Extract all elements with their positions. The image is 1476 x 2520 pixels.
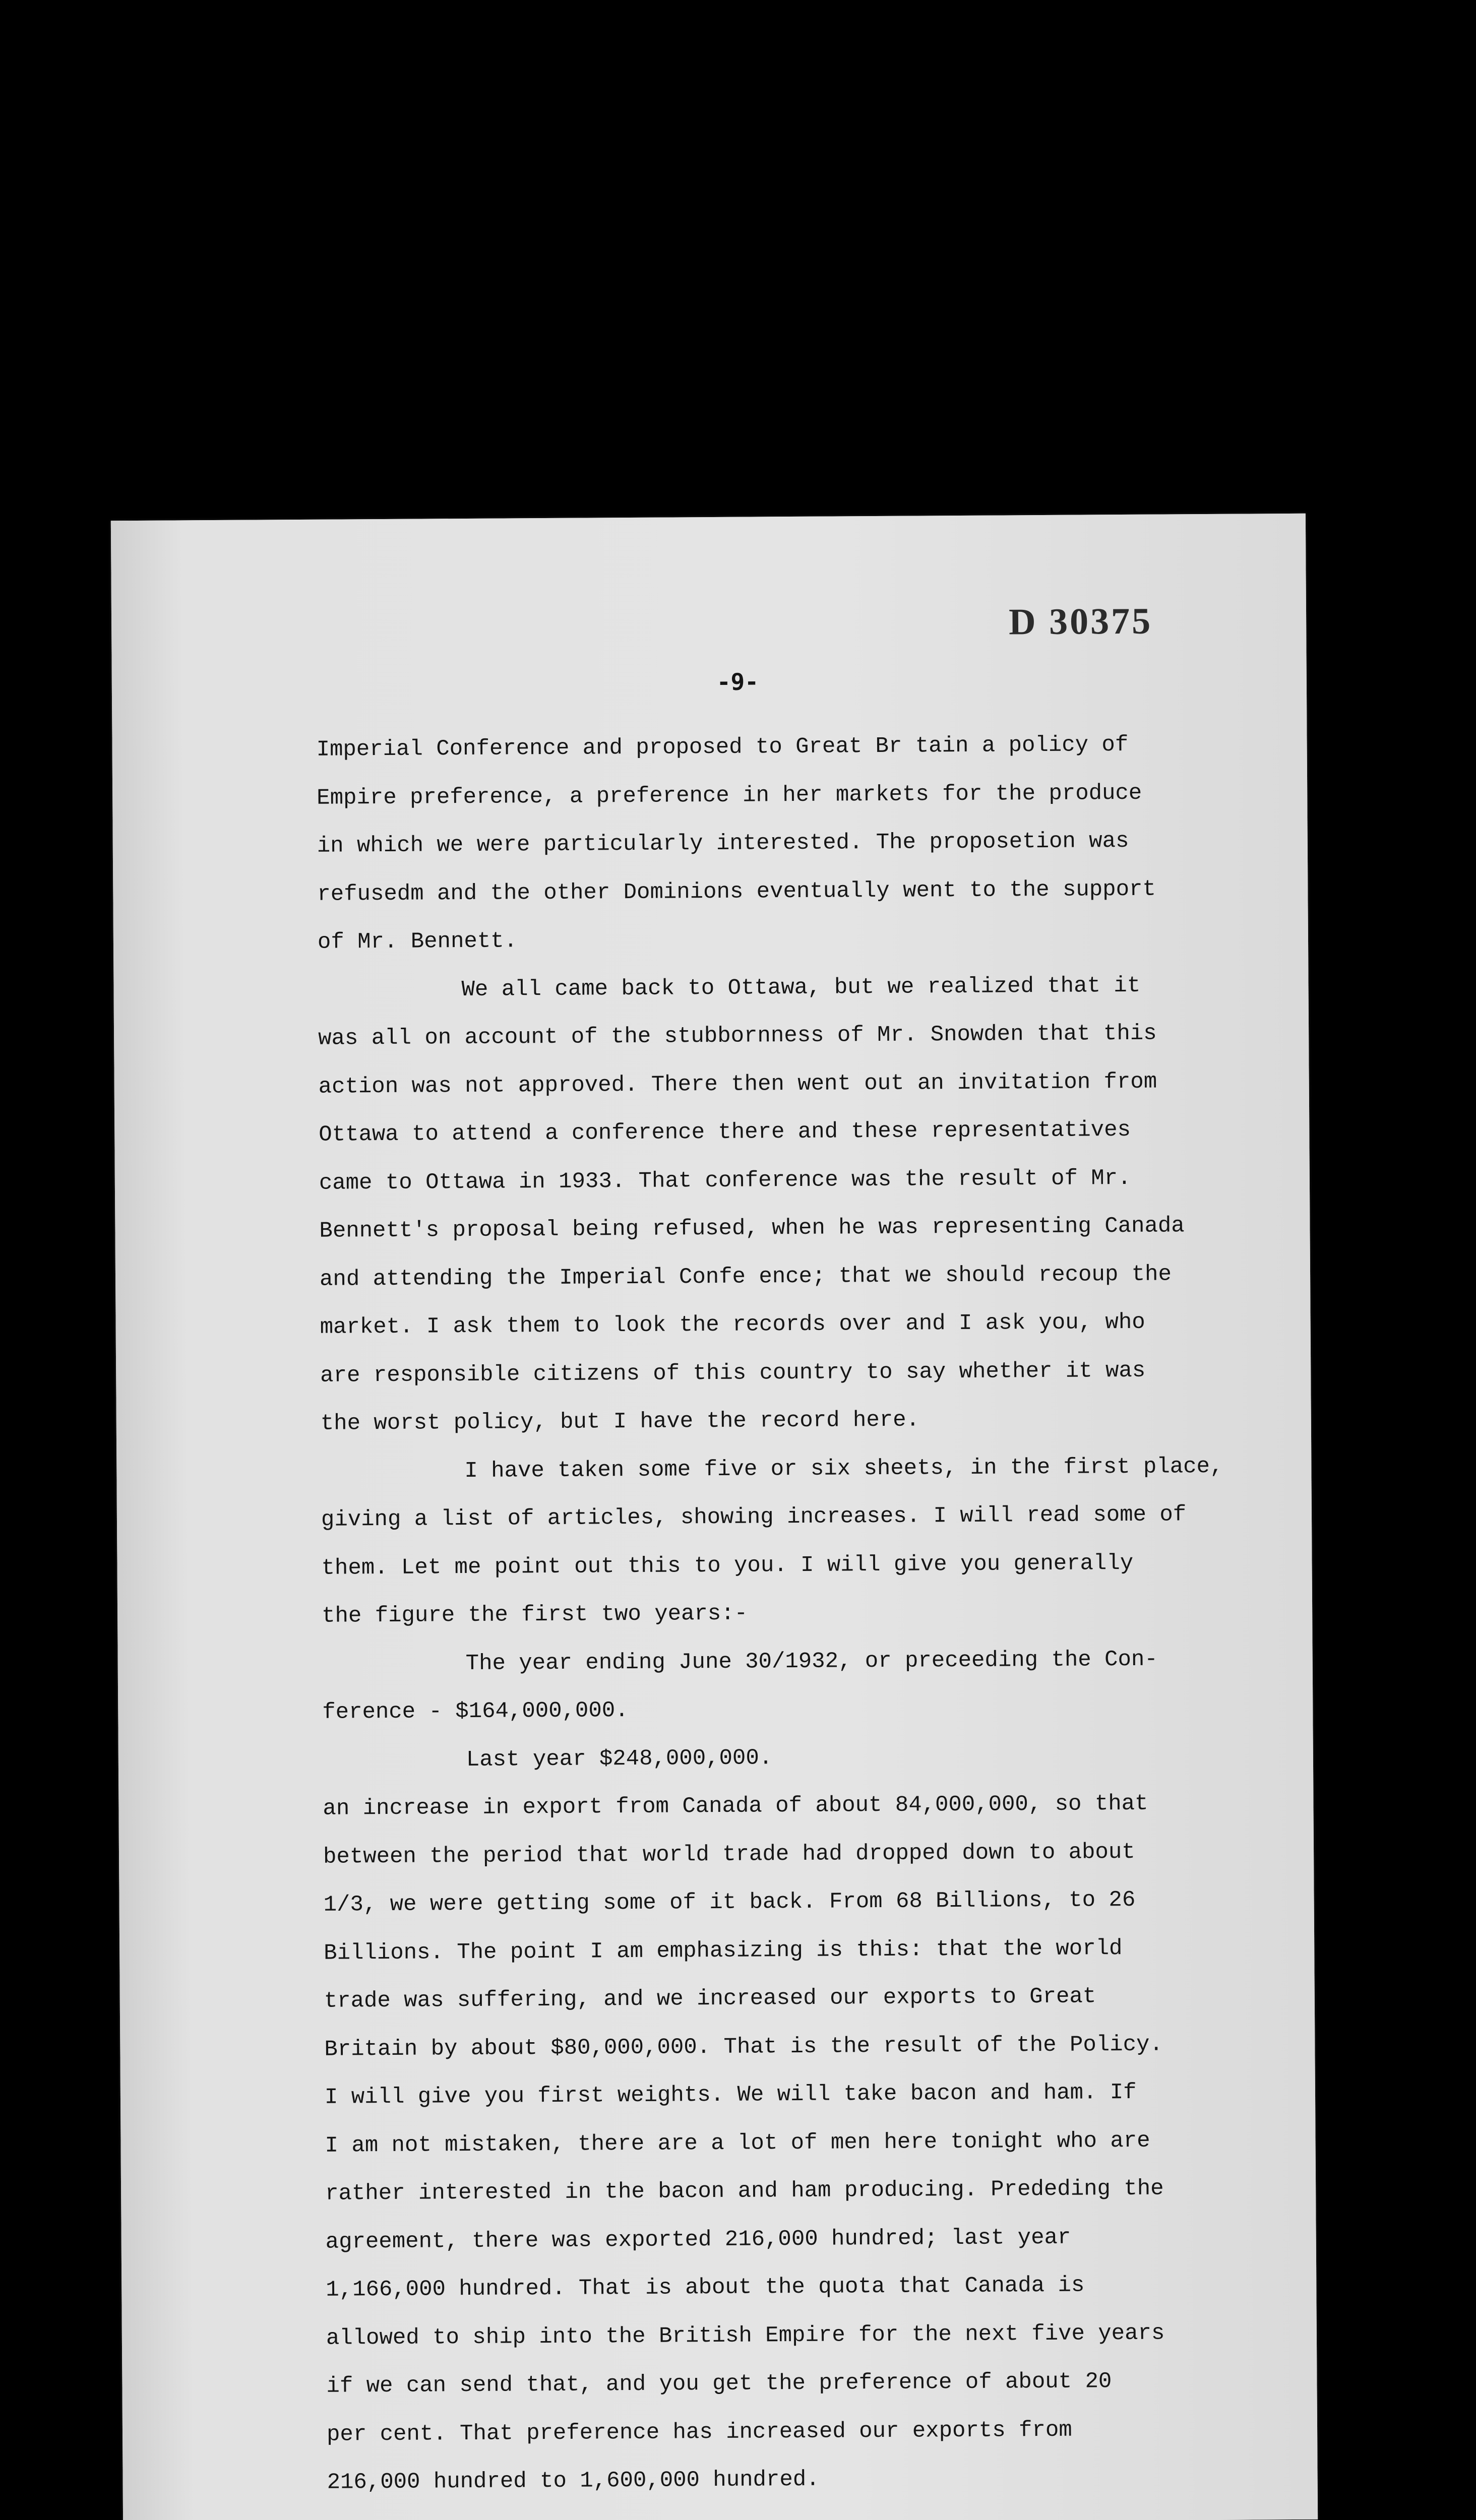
text-line: trade was suffering, and we increased our exports to Great [324,1984,1096,2014]
text-line: rather interested in the bacon and ham producing. Prededing the [325,2176,1164,2207]
text-line: Bennett's proposal being refused, when he was representing Canada [319,1213,1185,1244]
text-line: per cent. That preference has increased our exports from [326,2417,1072,2447]
text-line: 1/3, we were getting some of it back. From 68 Billions, to 26 [323,1887,1136,1918]
figure-line: The year ending June 30/1932, or preceeding the Con- [465,1647,1158,1676]
text-line: and attending the Imperial Confe ence; that we should recoup the [319,1261,1172,1292]
text-line: between the period that world trade had dropped down to about [323,1839,1135,1870]
text-line: market. I ask them to look the records over and I ask you, who [320,1309,1145,1340]
figure-line: Last year $248,000,000. [466,1745,773,1773]
paragraph-start-line: We all came back to Ottawa, but we realized that it [461,973,1141,1002]
text-line: the worst policy, but I have the record here. [320,1407,920,1436]
text-line: 1,166,000 hundred. That is about the quota that Canada is [326,2273,1085,2303]
text-line: was all on account of the stubbornness of Mr. Snowden that this [318,1021,1157,1051]
text-line: came to Ottawa in 1933. That conference was the result of Mr. [319,1165,1131,1196]
text-line: in which we were particularly interested. The proposetion was [317,828,1129,859]
text-line: if we can send that, and you get the preference of about 20 [326,2369,1112,2399]
text-line: 216,000 hundred to 1,600,000 hundred. [327,2467,820,2495]
text-line: Empire preference, a preference in her markets for the produce [317,780,1142,811]
text-line: agreement, there was exported 216,000 hundred; last year [325,2225,1071,2255]
text-line: an increase in export from Canada of about 84,000,000, so that [323,1791,1148,1821]
text-line: I will give you first weights. We will take bacon and ham. If [324,2080,1137,2110]
text-line: giving a list of articles, showing increases. I will read some of [321,1502,1187,1533]
text-line: the figure the first two years:- [321,1601,748,1629]
text-line: them. Let me point out this to you. I will give you generally [321,1550,1134,1581]
page-number: -9- [716,668,759,696]
text-line: I am not mistaken, there are a lot of men here tonight who are [325,2128,1150,2159]
text-line: allowed to ship into the British Empire for the next five years [326,2320,1165,2351]
text-line: of Mr. Bennett. [317,928,518,955]
text-line: action was not approved. There then went out an invitation from [318,1069,1157,1100]
text-line: Ottawa to attend a conference there and these representatives [319,1117,1131,1148]
text-line: refusedm and the other Dominions eventually went to the support [317,876,1156,907]
text-line: Billions. The point I am emphasizing is this: that the world [324,1935,1123,1966]
text-line: Imperial Conference and proposed to Great Br tain a policy of [316,732,1129,763]
figure-line: ference - $164,000,000. [322,1698,629,1725]
document-stamp: D 30375 [1008,600,1153,643]
document-page [111,514,1318,2520]
paragraph-start-line: I have taken some five or six sheets, in the first place, [464,1454,1223,1484]
text-line: are responsible citizens of this country to say whether it was [320,1358,1146,1389]
text-line: Britain by about $80,000,000. That is the result of the Policy. [324,2032,1163,2062]
typewritten-body [316,720,1295,2507]
